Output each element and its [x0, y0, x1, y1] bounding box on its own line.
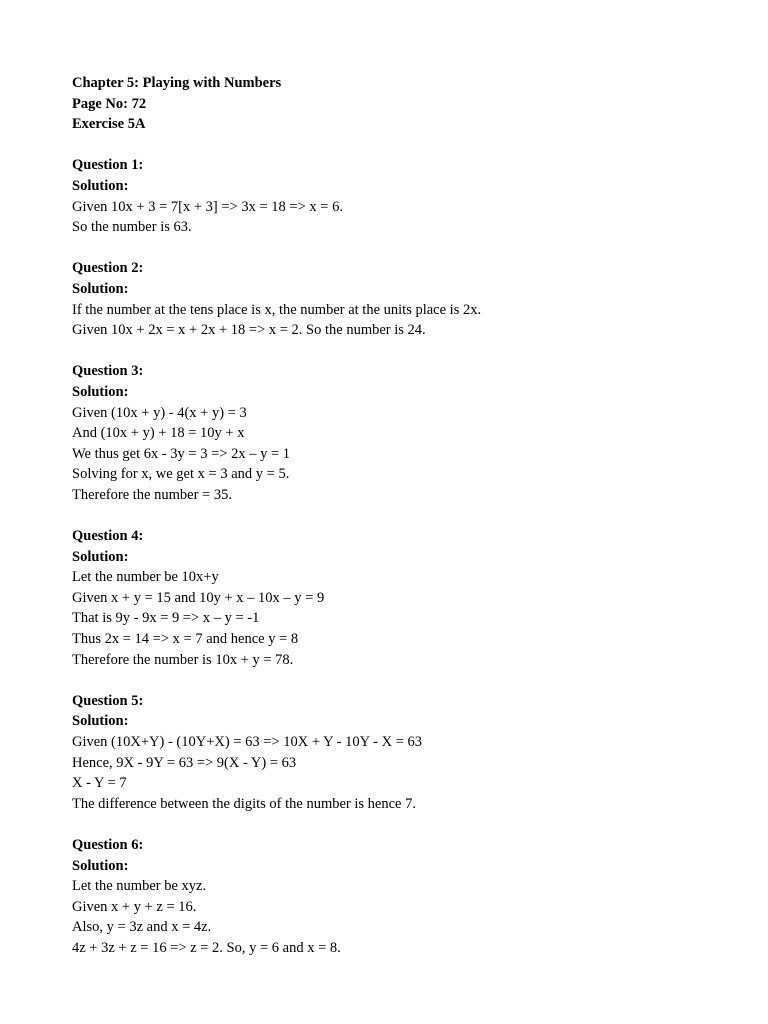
question-title: Question 4: — [72, 528, 144, 545]
question-block-5 — [72, 691, 732, 815]
solution-line: That is 9y - 9x = 9 => x – y = -1 — [72, 610, 260, 627]
question-title: Question 5: — [72, 692, 144, 709]
question-title: Question 6: — [72, 836, 144, 853]
solution-line: Also, y = 3z and x = 4z. — [72, 919, 212, 936]
document-page — [72, 73, 732, 959]
question-block-1 — [72, 155, 732, 237]
solution-line: So the number is 63. — [72, 219, 192, 236]
question-block-2 — [72, 258, 732, 340]
question-block-3 — [72, 361, 732, 505]
question-block-4 — [72, 526, 732, 670]
solution-label: Solution: — [72, 548, 129, 565]
solution-line: The difference between the digits of the number is hence 7. — [72, 795, 416, 812]
spacer — [72, 238, 732, 259]
spacer — [72, 341, 732, 362]
solution-line: If the number at the tens place is x, the number at the units place is 2x. — [72, 301, 482, 318]
question-block-6 — [72, 835, 732, 959]
solution-line: Given x + y = 15 and 10y + x – 10x – y = 9 — [72, 589, 325, 606]
solution-line: Therefore the number is 10x + y = 78. — [72, 651, 294, 668]
solution-label: Solution: — [72, 383, 129, 400]
solution-label: Solution: — [72, 857, 129, 874]
question-title: Question 3: — [72, 363, 144, 380]
solution-line: We thus get 6x - 3y = 3 => 2x – y = 1 — [72, 445, 291, 462]
exercise-title: Exercise 5A — [72, 116, 146, 133]
question-title: Question 2: — [72, 260, 144, 277]
solution-line: X - Y = 7 — [72, 775, 127, 792]
solution-line: 4z + 3z + z = 16 => z = 2. So, y = 6 and x = 8. — [72, 939, 341, 956]
solution-line: Given (10X+Y) - (10Y+X) = 63 => 10X + Y - 10Y - X = 63 — [72, 734, 423, 750]
chapter-title: Chapter 5: Playing with Numbers — [72, 75, 282, 91]
spacer — [72, 135, 732, 156]
solution-line: Let the number be xyz. — [72, 878, 207, 895]
page-number: Page No: 72 — [72, 95, 147, 112]
solution-line: And (10x + y) + 18 = 10y + x — [72, 425, 245, 442]
spacer — [72, 814, 732, 835]
spacer — [72, 670, 732, 691]
solution-line: Thus 2x = 14 => x = 7 and hence y = 8 — [72, 631, 299, 648]
solution-line: Given 10x + 3 = 7[x + 3] => 3x = 18 => x = 6. — [72, 198, 343, 215]
solution-line: Therefore the number = 35. — [72, 486, 232, 503]
solution-label: Solution: — [72, 177, 129, 194]
solution-line: Given 10x + 2x = x + 2x + 18 => x = 2. So the number is 24. — [72, 322, 426, 339]
solution-line: Given (10x + y) - 4(x + y) = 3 — [72, 404, 247, 421]
question-title: Question 1: — [72, 157, 144, 174]
solution-line: Solving for x, we get x = 3 and y = 5. — [72, 466, 290, 483]
solution-line: Hence, 9X - 9Y = 63 => 9(X - Y) = 63 — [72, 754, 297, 771]
spacer — [72, 505, 732, 526]
solution-line: Let the number be 10x+y — [72, 569, 219, 586]
solution-label: Solution: — [72, 280, 129, 297]
solution-line: Given x + y + z = 16. — [72, 898, 197, 915]
solution-label: Solution: — [72, 713, 129, 730]
